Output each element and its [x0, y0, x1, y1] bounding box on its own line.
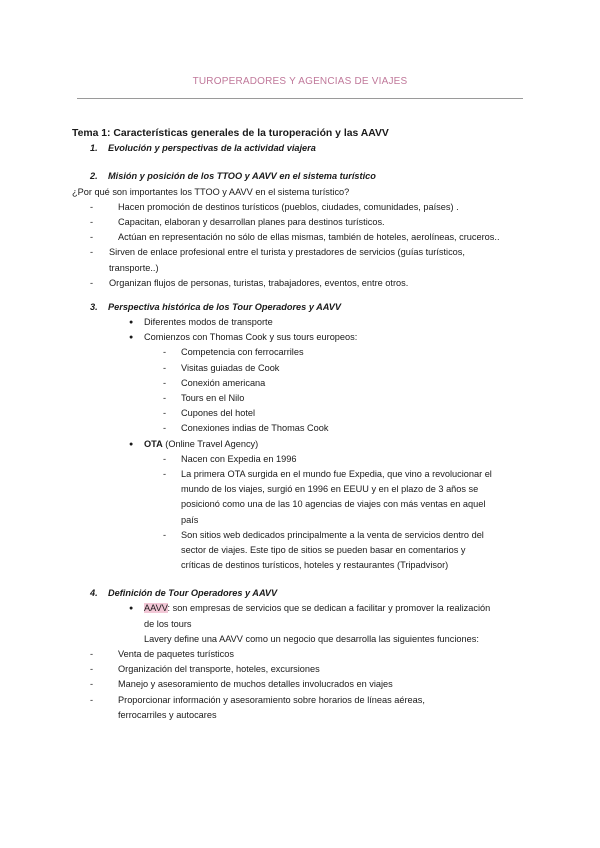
list-item-continuation: ferrocarriles y autocares	[118, 709, 217, 720]
bullet-item: ● Diferentes modos de transporte	[72, 315, 532, 330]
section-1-heading	[72, 141, 532, 156]
section-3-heading	[72, 300, 532, 315]
dash-marker: -	[163, 529, 167, 540]
dash-marker: -	[90, 216, 94, 227]
bullet-continuation: de los tours	[144, 618, 192, 629]
list-item: - Actúan en representación no sólo de ellas mismas, también de hoteles, aerolíneas, cruceros..	[72, 230, 532, 245]
list-item: - Venta de paquetes turísticos	[72, 647, 532, 662]
sub-list-item: - Conexiones indias de Thomas Cook	[72, 421, 532, 436]
dash-marker: -	[90, 679, 94, 690]
dash-marker: -	[90, 649, 94, 659]
section-1-title: Evolución y perspectivas de la actividad viajera	[108, 143, 316, 154]
dash-marker: -	[163, 423, 167, 434]
sub-list-continuation: país	[181, 514, 199, 525]
list-item: - Organizan flujos de personas, turistas, trabajadores, eventos, entre otros.	[72, 276, 532, 291]
list-item: - Capacitan, elaboran y desarrollan planes para destinos turísticos.	[72, 215, 532, 230]
bullet-marker: ●	[129, 605, 134, 613]
aavv-highlight: AAVV	[144, 603, 168, 614]
lavery-definition: Lavery define una AAVV como un negocio que desarrolla las siguientes funciones:	[144, 633, 479, 644]
dash-marker: -	[163, 347, 167, 358]
sub-list-continuation: mundo de los viajes, surgió en 1996 en EEUU y en el plazo de 3 años se	[181, 484, 479, 495]
sub-list-item: - Cupones del hotel	[72, 406, 532, 421]
dash-marker: -	[163, 377, 167, 388]
bullet-item: ● Comienzos con Thomas Cook y sus tours europeos:	[72, 330, 532, 345]
section-1-number: 1.	[90, 143, 98, 154]
section-3-number: 3.	[90, 301, 98, 312]
list-item: - Manejo y asesoramiento de muchos detalles involucrados en viajes	[72, 677, 532, 692]
list-item-continuation: transporte..)	[109, 262, 159, 273]
bullet-marker: ●	[129, 334, 134, 342]
ota-label: OTA	[144, 438, 163, 449]
sub-list-item: - Nacen con Expedia en 1996	[72, 452, 532, 467]
section-4-number: 4.	[90, 588, 98, 599]
document-body	[72, 126, 532, 723]
section-2-title: Misión y posición de los TTOO y AAVV en el sistema turístico	[108, 171, 376, 182]
list-item: - Proporcionar información y asesoramiento sobre horarios de líneas aéreas,	[72, 693, 532, 708]
sub-list-item: - Visitas guiadas de Cook	[72, 361, 532, 376]
dash-marker: -	[90, 232, 94, 243]
section-2-number: 2.	[90, 171, 98, 182]
bullet-item: ● OTA (Online Travel Agency)	[72, 437, 532, 452]
bullet-marker: ●	[129, 319, 134, 327]
page-header-title: TUROPERADORES Y AGENCIAS DE VIAJES	[192, 76, 408, 87]
sub-list-item: - La primera OTA surgida en el mundo fue Expedia, que vino a revolucionar el	[72, 467, 532, 482]
dash-marker: -	[90, 664, 94, 675]
header-divider	[77, 98, 523, 99]
dash-marker: -	[163, 453, 167, 464]
sub-list-item: - Tours en el Nilo	[72, 391, 532, 406]
section-2-heading	[72, 169, 532, 184]
list-item: - Organización del transporte, hoteles, excursiones	[72, 662, 532, 677]
dash-marker: -	[90, 694, 94, 705]
bullet-marker: ●	[129, 440, 134, 448]
sub-list-item: - Conexión americana	[72, 376, 532, 391]
sub-list-continuation: críticas de destinos turísticos, hoteles y restaurantes (Tripadvisor)	[181, 560, 449, 571]
dash-marker: -	[163, 468, 167, 479]
dash-marker: -	[90, 277, 94, 288]
sub-list-continuation: posicionó como una de las 10 agencias de viajes con más ventas en aquel	[181, 499, 486, 510]
sub-list-continuation: sector de viajes. Este tipo de sitios se pueden basar en comentarios y	[181, 544, 466, 555]
section-2-question: ¿Por qué son importantes los TTOO y AAVV en el sistema turístico?	[72, 186, 350, 197]
section-4-heading	[72, 586, 532, 601]
list-item: - Sirven de enlace profesional entre el turista y prestadores de servicios (guías turísticos,	[72, 245, 532, 260]
dash-marker: -	[163, 408, 167, 419]
sub-list-item: - Competencia con ferrocarriles	[72, 345, 532, 360]
sub-list-item: - Son sitios web dedicados principalmente a la venta de servicios dentro del	[72, 528, 532, 543]
dash-marker: -	[90, 201, 94, 212]
dash-marker: -	[90, 247, 94, 258]
list-item: - Hacen promoción de destinos turísticos (pueblos, ciudades, comunidades, países) .	[72, 200, 532, 215]
section-4-title: Definición de Tour Operadores y AAVV	[108, 588, 278, 599]
dash-marker: -	[163, 393, 167, 403]
section-3-title: Perspectiva histórica de los Tour Operadores y AAVV	[108, 301, 341, 312]
dash-marker: -	[163, 362, 167, 373]
tema-heading: Tema 1: Características generales de la turoperación y las AAVV	[72, 128, 389, 139]
bullet-item: ● AAVV: son empresas de servicios que se dedican a facilitar y promover la realización	[72, 601, 532, 616]
